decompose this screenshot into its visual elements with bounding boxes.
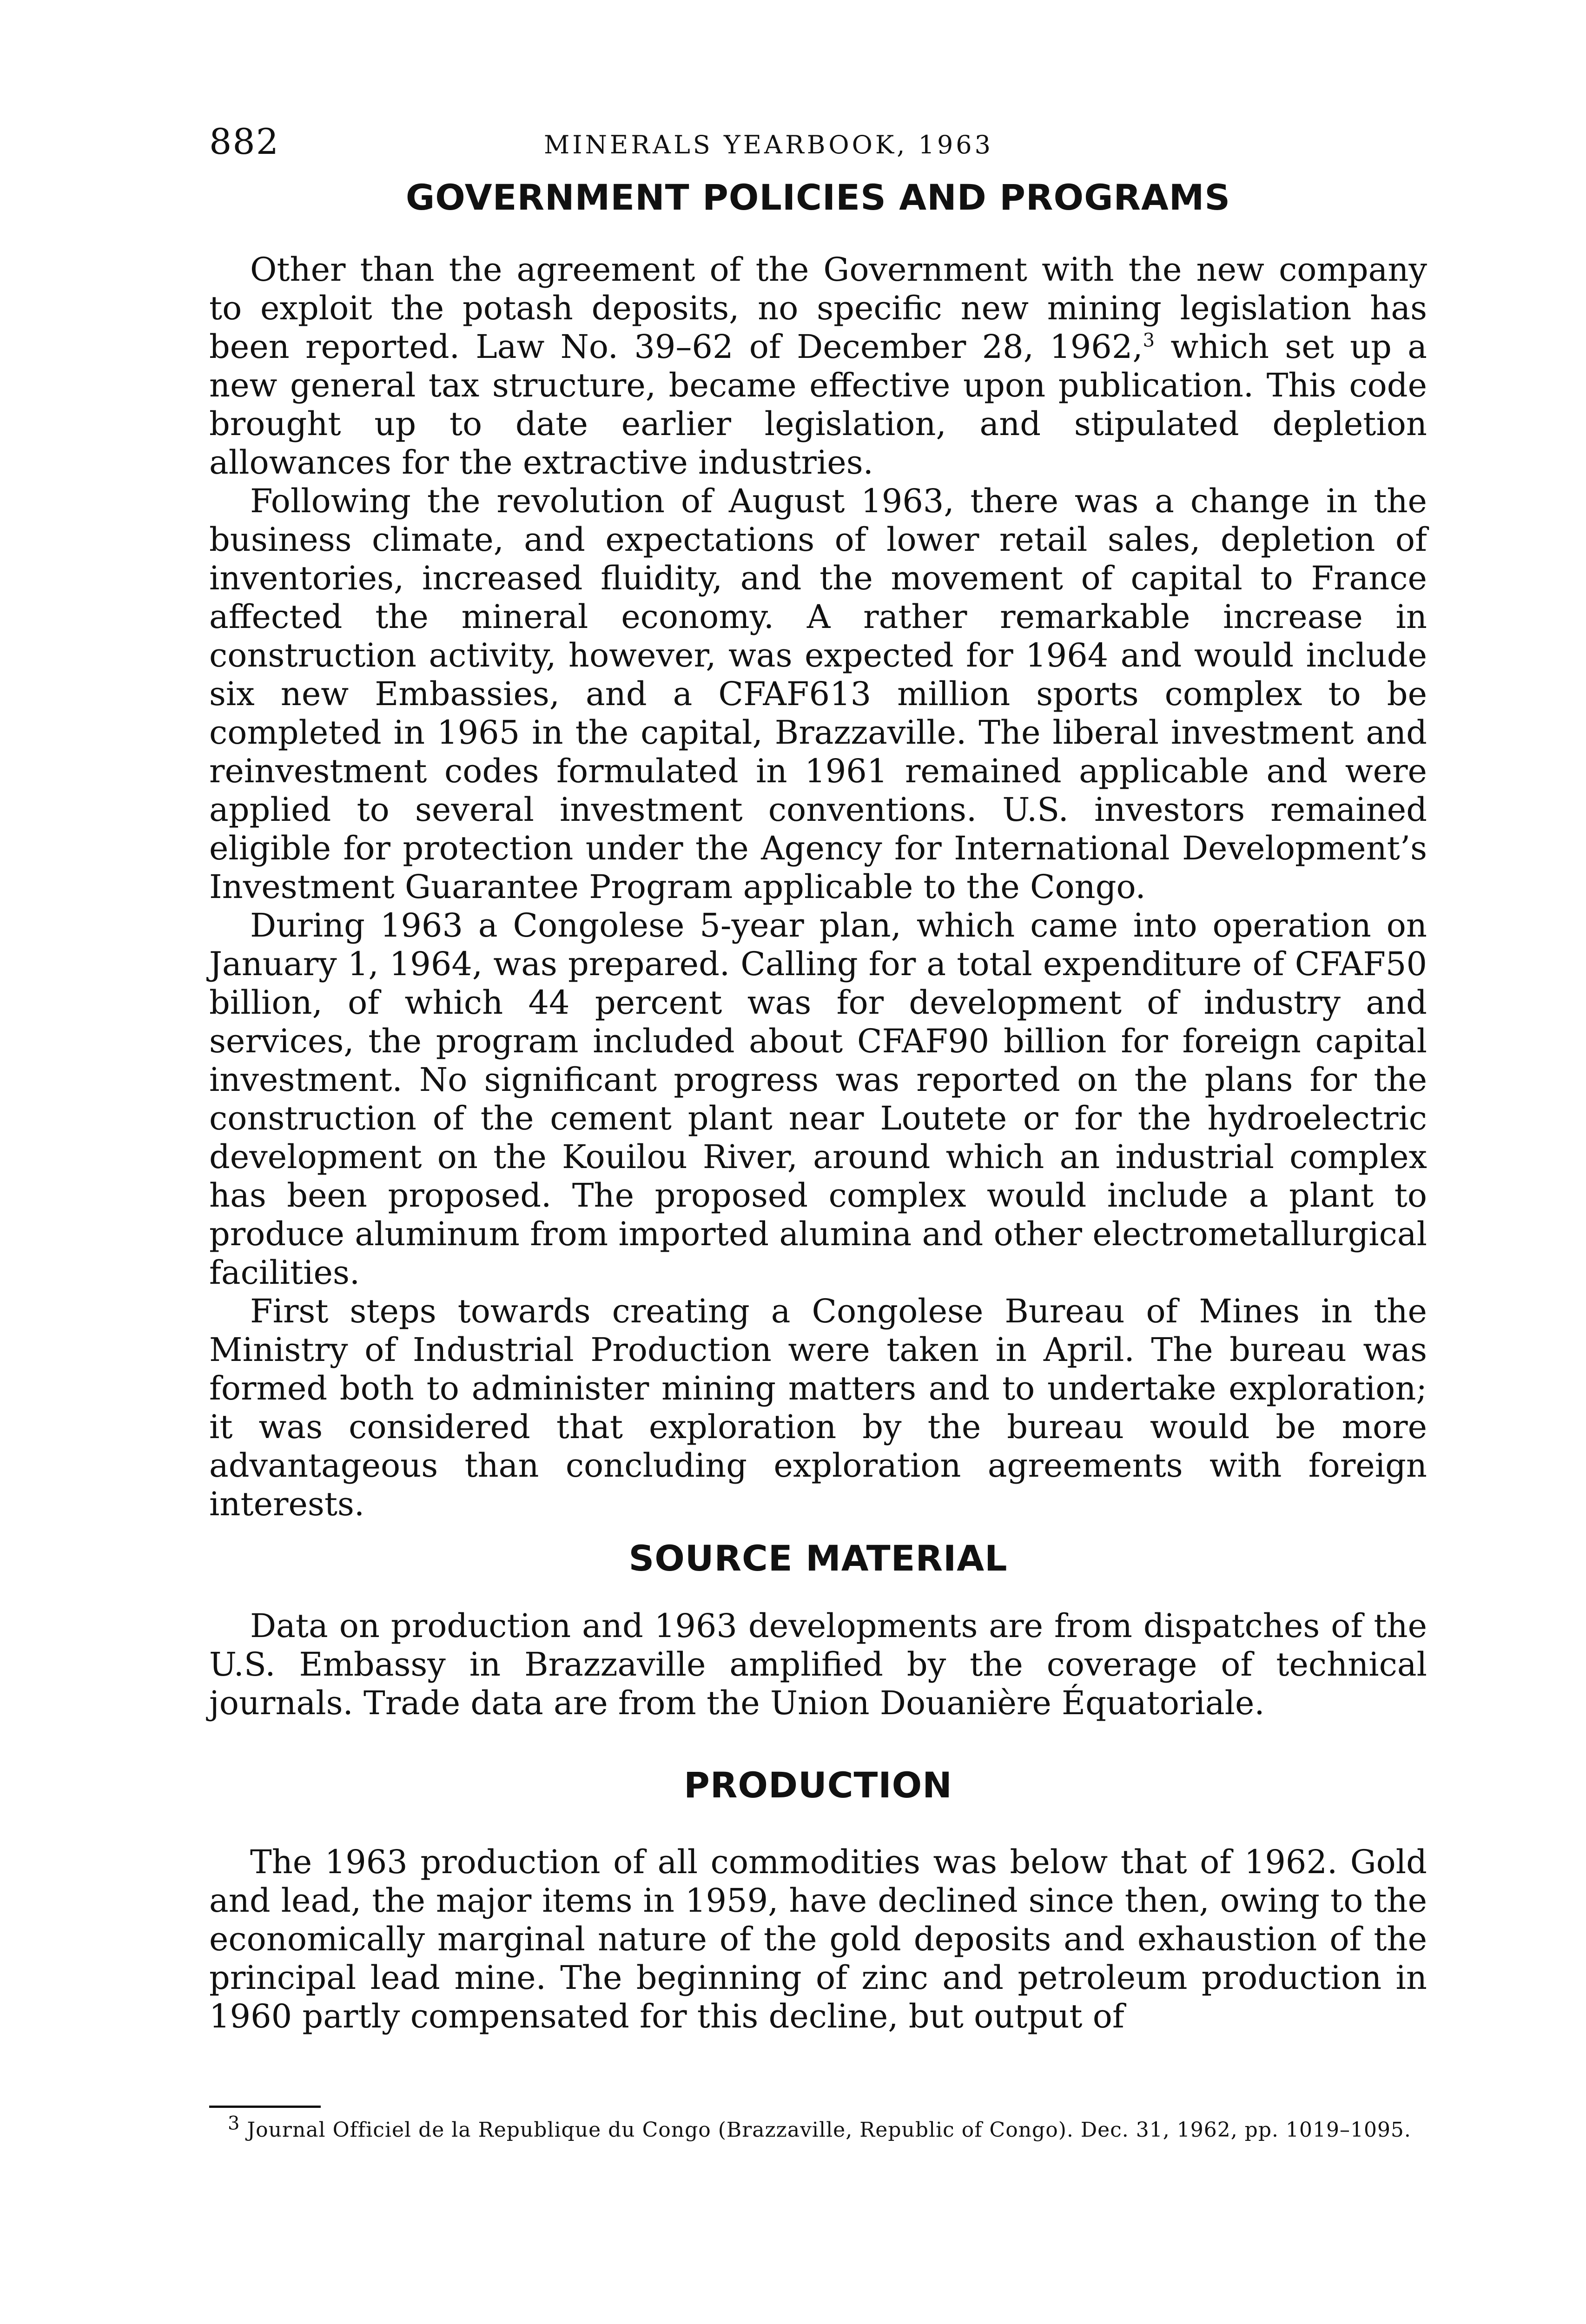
page-number: 882 <box>209 121 280 162</box>
running-title: MINERALS YEARBOOK, 1963 <box>544 130 994 159</box>
footnote <box>209 2113 1427 2143</box>
running-header <box>209 112 1427 163</box>
production-paragraph-1: The 1963 production of all commodities was below that of 1962. Gold and lead, the major items in 1959, have declined since then, owing to the economically marginal nature of the gold deposits and exhaustion of the principal lead mine. The beginning of zinc and petroleum production in 1960 partly compensated for this decline, but output of <box>209 1843 1427 2035</box>
production-heading: PRODUCTION <box>684 1764 952 1806</box>
government-paragraph-1 <box>209 251 1427 482</box>
footnote-reference: 3 <box>1143 330 1155 351</box>
government-heading: GOVERNMENT POLICIES AND PROGRAMS <box>405 177 1231 218</box>
government-section <box>209 177 1427 1524</box>
production-section <box>209 1764 1427 2036</box>
source-heading: SOURCE MATERIAL <box>628 1538 1008 1579</box>
government-paragraph-4: First steps towards creating a Congolese Bureau of Mines in the Ministry of Industrial Production were taken in April. The bureau was formed both to administer mining matters and to undertake exploration; it was considered that exploration by the bureau would be more advantageous than concluding exploration agreements with foreign interests. <box>209 1292 1427 1523</box>
government-p1-text-b: which set up a new general tax structure, became effective upon publication. This code brought up to date earlier legislation, and stipulated depletion allowances for the extractive industries. <box>209 328 1427 482</box>
footnote-text: Journal Officiel de la Republique du Congo (Brazzaville, Republic of Congo). Dec. 31, 1962, pp. 1019–1095. <box>240 2118 1411 2142</box>
document-page <box>209 112 1427 2143</box>
government-paragraph-3: During 1963 a Congolese 5-year plan, which came into operation on January 1, 1964, was prepared. Calling for a total expenditure of CFAF50 billion, of which 44 percent was for development of industry and services, the program included about CFAF90 billion for foreign capital investment. No significant progress was reported on the plans for the construction of the cement plant near Loutete or for the hydroelectric development on the Kouilou River, around which an industrial complex has been proposed. The proposed complex would include a plant to produce aluminum from imported alumina and other electrometallurgical facilities. <box>209 906 1427 1292</box>
footnote-mark: 3 <box>228 2113 240 2134</box>
government-p1-text-a: Other than the agreement of the Government with the new company to exploit the potash deposits, no specific new mining legislation has been reported. Law No. 39–62 of December 28, 1962, <box>209 251 1427 366</box>
footnote-divider <box>209 2106 321 2108</box>
source-paragraph-1: Data on production and 1963 developments are from dispatches of the U.S. Embassy in Brazzaville amplified by the coverage of technical journals. Trade data are from the Union Douanière Équatoriale. <box>209 1607 1427 1722</box>
government-paragraph-2: Following the revolution of August 1963, there was a change in the business climate, and expectations of lower retail sales, depletion of inventories, increased fluidity, and the movement of capital to France affected the mineral economy. A rather remarkable increase in construction activity, however, was expected for 1964 and would include six new Embassies, and a CFAF613 million sports complex to be completed in 1965 in the capital, Brazzaville. The liberal investment and reinvestment codes formulated in 1961 remained applicable and were applied to several investment conventions. U.S. investors remained eligible for protection under the Agency for International Development’s Investment Guarantee Program applicable to the Congo. <box>209 482 1427 906</box>
source-section <box>209 1538 1427 1723</box>
